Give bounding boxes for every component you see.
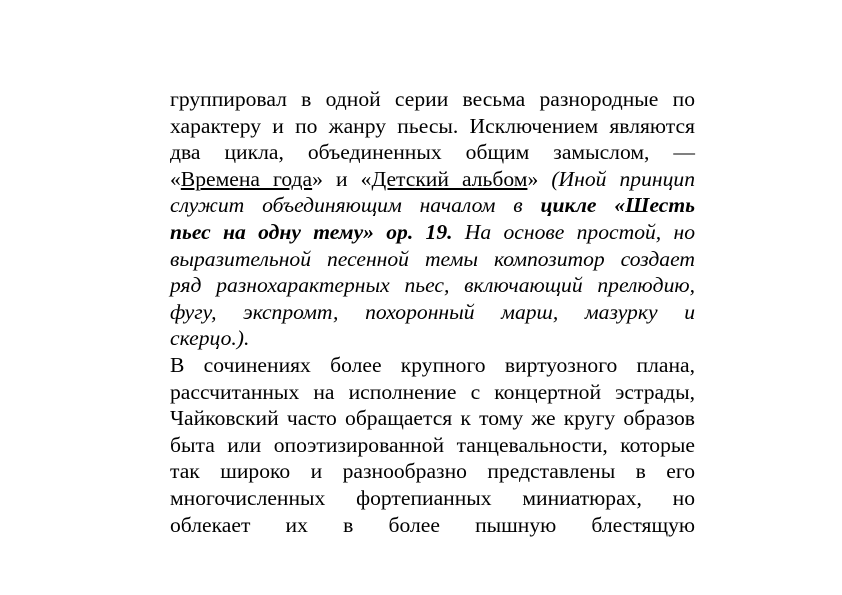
paragraph-2 (170, 352, 695, 538)
text-line: так широко и разнообразно представлены в его (170, 459, 695, 484)
italic-text: (Иной принцип (538, 166, 695, 191)
bold-italic-text: пьес на одну тему» ор. 19. (170, 219, 453, 244)
text-line: Чайковский часто обращается к тому же кругу образов (170, 406, 695, 431)
text-line: выразительной песенной темы композитор создает (170, 246, 695, 271)
text-line: ряд разнохарактерных пьес, включающий прелюдию, (170, 273, 695, 298)
text-line-mixed (170, 192, 695, 219)
italic-text: служит объединяющим началом в (170, 193, 523, 218)
quote-open: « (170, 166, 181, 191)
paragraph-1 (170, 86, 695, 352)
text-line: В сочинениях более крупного виртуозного плана, (170, 352, 695, 377)
italic-text: На основе простой, но (452, 219, 695, 244)
quote-close: » (527, 166, 539, 191)
text-line: облекает их в более пышную блестящую (170, 512, 695, 537)
text-line: фугу, экспромт, похоронный марш, мазурку и (170, 299, 695, 324)
text-line: два цикла, объединенных общим замыслом, — (170, 140, 695, 165)
link-vremena-goda[interactable]: Времена года (180, 166, 313, 191)
text-line: характеру и по жанру пьесы. Исключением являются (170, 113, 695, 138)
text-line: многочисленных фортепианных миниатюрах, но (170, 485, 695, 510)
text-line-mixed (170, 219, 695, 246)
text-line: группировал в одной серии весьма разнородные по (170, 87, 695, 111)
text-line: быта или опоэтизированной танцевальности, которые (170, 432, 695, 457)
text-line: рассчитанных на исполнение с концертной эстрады, (170, 379, 695, 404)
text-line: скерцо.). (170, 326, 250, 351)
text-line-mixed (170, 166, 695, 193)
quote-close-and: » и « (312, 166, 372, 191)
text-block (170, 86, 695, 538)
bold-italic-text: цикле «Шесть (540, 193, 696, 218)
link-detskiy-albom[interactable]: Детский альбом (371, 166, 528, 191)
